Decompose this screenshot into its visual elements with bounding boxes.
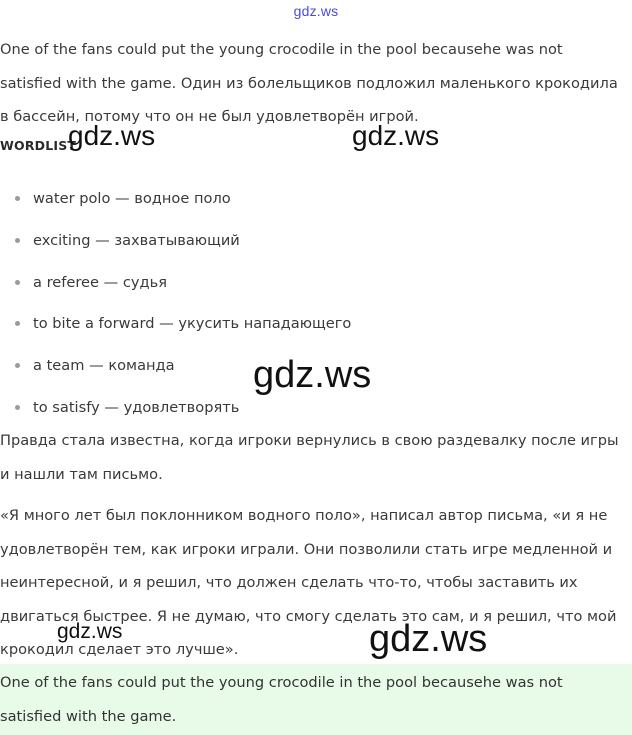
letter-paragraph: «Я много лет был поклонником водного поло», написал автор письма, «и я не удовлетворён тем, как игроки играли. Они позволили стать игре медленной и неинтересной, и я решил, что должен сделать что-то, чтобы заставить их двигаться быстрее. Я не думаю, что смогу сделать это сам, и я решил, что мой крокодил сделает это лучше».: [0, 507, 617, 658]
wordlist-item-text: to bite a forward — укусить нападающего: [33, 315, 352, 333]
bullet-icon: [15, 321, 20, 326]
wordlist-item-text: exciting — захватывающий: [33, 231, 240, 249]
truth-paragraph: Правда стала известна, когда игроки вернулись в свою раздевалку после игры и нашли там письмо.: [0, 432, 619, 483]
watermark: gdz.ws: [68, 120, 156, 151]
bullet-icon: [15, 238, 20, 243]
wordlist-item-text: a team — команда: [33, 357, 175, 375]
site-logo[interactable]: gdz.ws: [293, 3, 339, 19]
watermark: gdz.ws: [369, 618, 488, 660]
wordlist-item: [0, 266, 600, 308]
wordlist-heading: WORDLIST: [0, 138, 77, 153]
intro-paragraph: One of the fans could put the young crocodile in the pool becausehe was not satisfied with the game. Один из болельщиков подложил маленького крокодила в бассейн, потому что он не был удовлетворён игрой.: [0, 41, 618, 125]
wordlist-item-text: a referee — судья: [33, 273, 167, 291]
watermark: gdz.ws: [57, 620, 123, 643]
watermark: gdz.ws: [253, 354, 372, 396]
wordlist-item-text: to satisfy — удовлетворять: [33, 398, 240, 416]
wordlist-item: [0, 182, 600, 224]
wordlist-item-text: water polo — водное поло: [33, 190, 231, 207]
watermark: gdz.ws: [352, 120, 440, 151]
bullet-icon: [15, 363, 20, 368]
bullet-icon: [15, 405, 20, 410]
bullet-icon: [15, 280, 20, 285]
highlighted-answer: One of the fans could put the young crocodile in the pool becausehe was not satisfied with the game.: [0, 674, 563, 725]
wordlist-item: [0, 224, 600, 266]
wordlist-item: [0, 307, 600, 349]
bullet-icon: [15, 196, 20, 201]
